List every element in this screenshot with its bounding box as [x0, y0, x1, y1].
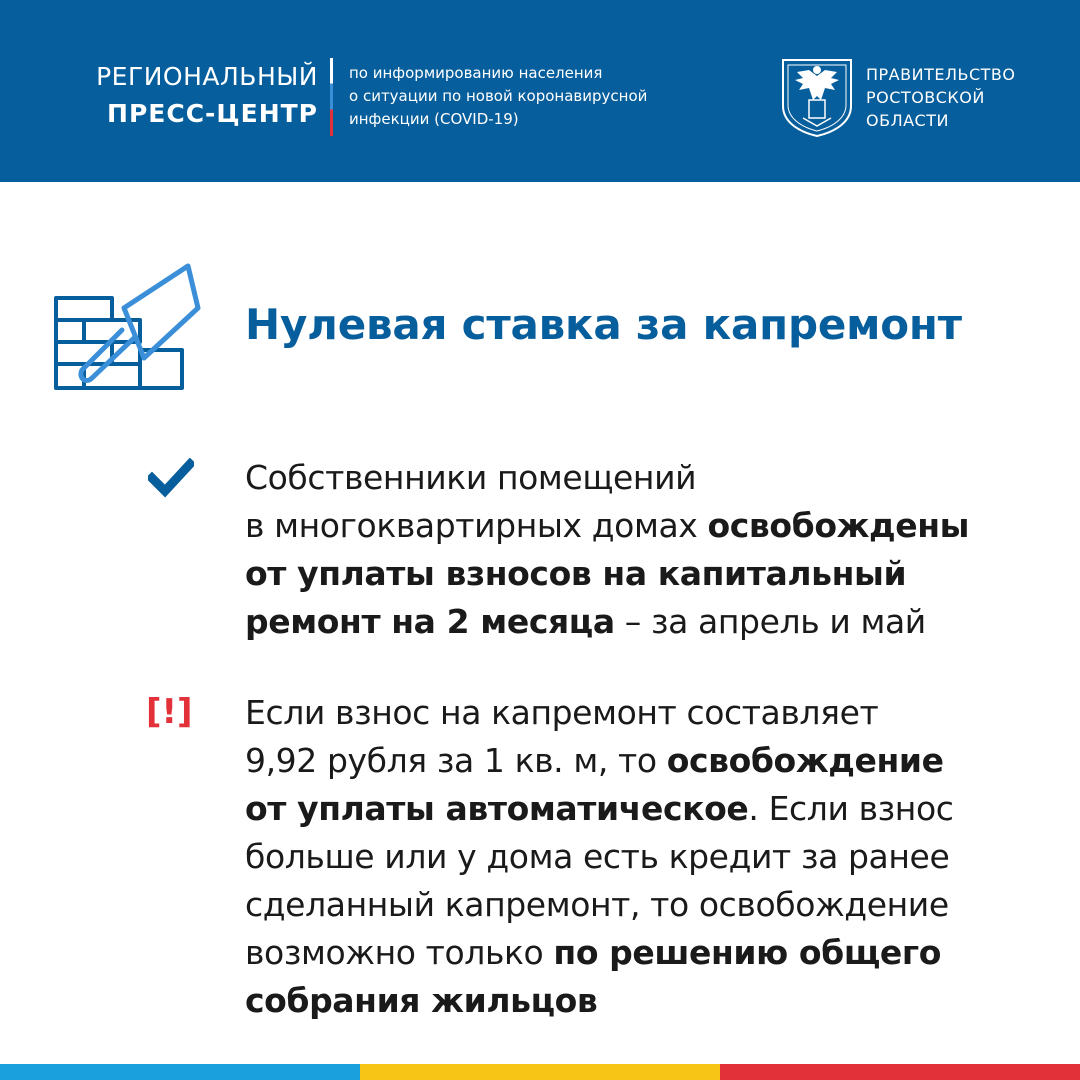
para-text: 9,92 рубля за 1 кв. м, то	[245, 741, 667, 780]
para-text: сделанный капремонт, то освобождение	[245, 885, 949, 924]
stripe-light-blue	[0, 1064, 360, 1080]
bottom-color-stripes	[0, 1064, 1080, 1080]
para-text: Если взнос на капремонт составляет	[245, 693, 879, 732]
stripe-red	[720, 1064, 1080, 1080]
info-paragraph-exemption	[245, 454, 1045, 646]
government-name	[866, 63, 1015, 132]
para-bold-text: от уплаты взносов на капитальный	[245, 554, 907, 593]
para-text: . Если взнос	[748, 789, 954, 828]
press-center-logo	[96, 58, 318, 132]
stripe-yellow	[360, 1064, 720, 1080]
para-bold-text: ремонт на 2 месяца	[245, 602, 615, 641]
subtitle-line: о ситуации по новой коронавирусной	[349, 87, 648, 105]
para-text: Собственники помещений	[245, 458, 697, 497]
para-bold-text: по решению общего	[553, 933, 941, 972]
gov-line: ПРАВИТЕЛЬСТВО	[866, 65, 1016, 84]
brand-line-press-center: ПРЕСС-ЦЕНТР	[107, 99, 318, 128]
para-bold-text: от уплаты автоматическое	[245, 789, 749, 828]
brick-trowel-icon	[52, 262, 202, 392]
coat-of-arms-icon	[779, 56, 855, 138]
page-title: Нулевая ставка за капремонт	[245, 300, 962, 349]
subtitle-line: инфекции (COVID-19)	[349, 110, 519, 128]
brand-line-regional: РЕГИОНАЛЬНЫЙ	[96, 62, 318, 91]
para-text: возможно только	[245, 933, 554, 972]
gov-line: РОСТОВСКОЙ	[866, 88, 985, 107]
subtitle-line: по информированию населения	[349, 64, 603, 82]
para-bold-text: освобождение	[666, 741, 944, 780]
gov-line: ОБЛАСТИ	[866, 111, 949, 130]
para-text: больше или у дома есть кредит за ранее	[245, 837, 950, 876]
exclamation-icon: [!]	[146, 692, 193, 732]
para-bold-text: освобождены	[707, 506, 970, 545]
header-subtitle	[349, 62, 647, 131]
tricolor-divider	[330, 58, 333, 136]
para-text: – за апрель и май	[614, 602, 926, 641]
info-paragraph-conditions	[245, 689, 1045, 1025]
header-banner	[0, 0, 1080, 182]
para-text: в многоквартирных домах	[245, 506, 708, 545]
checkmark-icon	[148, 458, 194, 498]
para-bold-text: собрания жильцов	[245, 981, 598, 1020]
